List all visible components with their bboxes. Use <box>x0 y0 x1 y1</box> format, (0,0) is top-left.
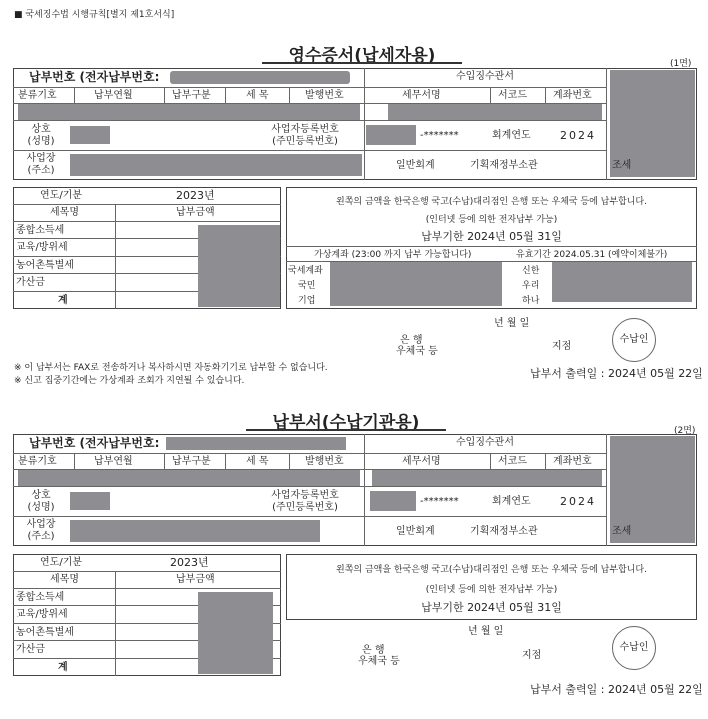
copy1-post-label: 우체국 등 <box>396 346 438 357</box>
copy1-title: 영수증서(납세자용) <box>288 46 436 66</box>
copy1-accounts-right-masked <box>552 262 692 302</box>
copy2-tax-kind: 조세 <box>612 526 632 537</box>
copy1-col-bunryu: 분류기호 <box>18 90 57 101</box>
copy2-date-ymd: 년 월 일 <box>468 626 504 637</box>
copy1-tax-kind: 조세 <box>612 160 632 171</box>
copy1-item-label: 세목명 <box>50 207 79 218</box>
copy1-col-napbu-type: 납부구분 <box>172 90 211 101</box>
copy2-label-name: 상호 <box>31 490 51 501</box>
copy2-col-bunryu: 분류기호 <box>18 456 57 467</box>
copy1-fiscal-year: 2024 <box>560 129 596 142</box>
copy1-item-income: 종합소득세 <box>16 225 65 236</box>
copy2-page: (2면) <box>674 426 696 436</box>
copy1-bank-tax: 국세계좌 <box>288 266 323 276</box>
copy2-item-total: 계 <box>58 662 68 673</box>
copy2-post-label: 우체국 등 <box>358 656 400 667</box>
copy1-col-semok: 세 목 <box>246 90 269 101</box>
copy2-fiscal-year: 2024 <box>560 495 596 508</box>
copy1-virtual-due: 유효기간 2024.05.31 (예약이체불가) <box>516 250 668 260</box>
copy2-name-masked <box>70 492 110 510</box>
copy1-item-rural: 농어촌특별세 <box>16 260 74 271</box>
copy2-payment-no-label: 납부번호 (전자납부번호: <box>29 436 160 450</box>
copy2-title: 납부서(수납기관용) <box>272 413 420 433</box>
copy1-label-name: 상호 <box>31 124 51 135</box>
copy1-print-date: 납부서 출력일 : 2024년 05월 22일 <box>530 367 703 380</box>
copy2-item-income: 종합소득세 <box>16 592 65 603</box>
copy2-code-row-masked <box>18 470 360 486</box>
copy1-item-penalty: 가산금 <box>16 277 45 288</box>
copy1-col-account-no: 계좌번호 <box>553 90 592 101</box>
copy2-col-napbu-month: 납부연월 <box>94 456 133 467</box>
copy1-virtual-label: 가상계좌 (23:00 까지 납부 가능합니다) <box>314 250 472 260</box>
copy2-fiscal-label: 회계연도 <box>492 496 531 507</box>
copy2-amounts-masked <box>198 592 273 674</box>
copy2-year-label: 연도/기분 <box>40 557 83 568</box>
copy1-col-issue-no: 발행번호 <box>305 90 344 101</box>
copy1-addr-masked <box>70 154 362 176</box>
copy1-due-date: 납부기한 2024년 05월 31일 <box>421 230 562 243</box>
copy2-print-date: 납부서 출력일 : 2024년 05월 22일 <box>530 683 703 696</box>
copy2-stamp: 수납인 <box>612 626 656 670</box>
copy1-label-name2: (성명) <box>27 136 55 147</box>
copy1-title-underline <box>262 62 462 64</box>
copy1-stamp: 수납인 <box>612 318 656 362</box>
copy2-col-issue-no: 발행번호 <box>305 456 344 467</box>
copy2-col-seo-code: 서코드 <box>498 456 527 467</box>
copy2-bizno-masked <box>370 491 416 511</box>
copy2-ministry: 기획재정부소관 <box>470 526 538 537</box>
copy1-year-label: 연도/기분 <box>40 190 83 201</box>
form-reference: ■ 국세징수법 시행규칙[별지 제1호서식] <box>14 10 175 20</box>
copy1-name-masked <box>70 126 110 144</box>
copy2-title-underline <box>246 429 446 431</box>
copy2-masked-id: -******* <box>420 496 459 507</box>
copy2-bank-label: 은 행 <box>362 645 385 656</box>
copy1-masked-id: -******* <box>420 130 459 141</box>
copy1-label-addr2: (주소) <box>27 165 55 176</box>
copy1-page: (1면) <box>670 59 692 69</box>
copy2-item-label: 세목명 <box>50 574 79 585</box>
copy2-item-penalty: 가산금 <box>16 644 45 655</box>
copy1-label-bizno: 사업자등록번호 <box>271 124 339 135</box>
copy1-payment-no-label: 납부번호 (전자납부번호: <box>29 70 160 84</box>
copy1-bank-shinhan: 신한 <box>522 266 540 276</box>
copy2-col-account-no: 계좌번호 <box>553 456 592 467</box>
copy2-label-addr2: (주소) <box>27 531 55 542</box>
copy1-amount-label: 납부금액 <box>176 207 215 218</box>
copy1-note2: ※ 신고 집중기간에는 가상계좌 조회가 지연될 수 있습니다. <box>14 376 245 386</box>
copy1-col-tax-office: 세무서명 <box>402 90 441 101</box>
copy2-amount-label: 납부금액 <box>176 574 215 585</box>
copy2-notice-line2: (인터넷 등에 의한 전자납부 가능) <box>425 585 558 595</box>
copy1-branch: 지점 <box>552 341 572 352</box>
copy2-general-account: 일반회계 <box>396 526 435 537</box>
copy2-label-bizno2: (주민등록번호) <box>272 502 338 513</box>
copy1-code-row-masked <box>18 104 360 120</box>
copy1-notice-line1: 왼쪽의 금액을 한국은행 국고(수납)대리점인 은행 또는 우체국 등에 납부합니다. <box>336 197 647 207</box>
copy2-item-education: 교육/방위세 <box>16 609 68 620</box>
copy1-fiscal-label: 회계연도 <box>492 130 531 141</box>
copy1-bank-ibk: 기업 <box>298 296 316 306</box>
copy1-col-napbu-month: 납부연월 <box>94 90 133 101</box>
copy2-label-bizno: 사업자등록번호 <box>271 490 339 501</box>
copy1-item-total: 계 <box>58 295 68 306</box>
copy2-col-semok: 세 목 <box>246 456 269 467</box>
copy1-label-bizno2: (주민등록번호) <box>272 136 338 147</box>
copy1-col-seo-code: 서코드 <box>498 90 527 101</box>
copy1-ministry: 기획재정부소관 <box>470 160 538 171</box>
copy2-notice-line1: 왼쪽의 금액을 한국은행 국고(수납)대리점인 은행 또는 우체국 등에 납부합니다. <box>336 565 647 575</box>
copy2-payment-no-masked <box>166 437 346 450</box>
copy1-amounts-masked <box>198 225 280 307</box>
copy1-general-account: 일반회계 <box>396 160 435 171</box>
copy1-bank-woori: 우리 <box>522 281 540 291</box>
copy2-addr-masked <box>70 520 320 542</box>
copy2-office-row-masked <box>372 470 602 486</box>
copy1-payment-no-masked <box>170 71 350 84</box>
copy2-item-rural: 농어촌특별세 <box>16 627 74 638</box>
copy2-receiver: 수입징수관서 <box>456 437 514 448</box>
copy1-office-row-masked <box>388 104 602 120</box>
copy1-year-value: 2023년 <box>176 189 215 202</box>
copy1-notice-line2: (인터넷 등에 의한 전자납부 가능) <box>425 215 558 225</box>
copy1-date-ymd: 년 월 일 <box>494 318 530 329</box>
copy1-accounts-left-masked <box>330 262 502 306</box>
copy1-item-education: 교육/방위세 <box>16 242 68 253</box>
copy1-bizno-masked <box>366 125 416 145</box>
copy2-col-tax-office: 세무서명 <box>402 456 441 467</box>
copy1-label-addr: 사업장 <box>26 153 56 164</box>
copy2-col-napbu-type: 납부구분 <box>172 456 211 467</box>
copy2-label-addr: 사업장 <box>26 519 56 530</box>
copy2-due-date: 납부기한 2024년 05월 31일 <box>421 601 562 614</box>
copy2-branch: 지점 <box>522 650 542 661</box>
copy2-label-name2: (성명) <box>27 502 55 513</box>
copy1-bank-kookmin: 국민 <box>298 281 316 291</box>
copy1-note1: ※ 이 납부서는 FAX로 전송하거나 복사하시면 자동화기기로 납부할 수 없습니다. <box>14 363 328 373</box>
copy1-bank-label: 은 행 <box>400 335 423 346</box>
copy1-bank-hana: 하나 <box>522 296 540 306</box>
copy2-year-value: 2023년 <box>170 556 209 569</box>
copy1-receiver: 수입징수관서 <box>456 71 514 82</box>
